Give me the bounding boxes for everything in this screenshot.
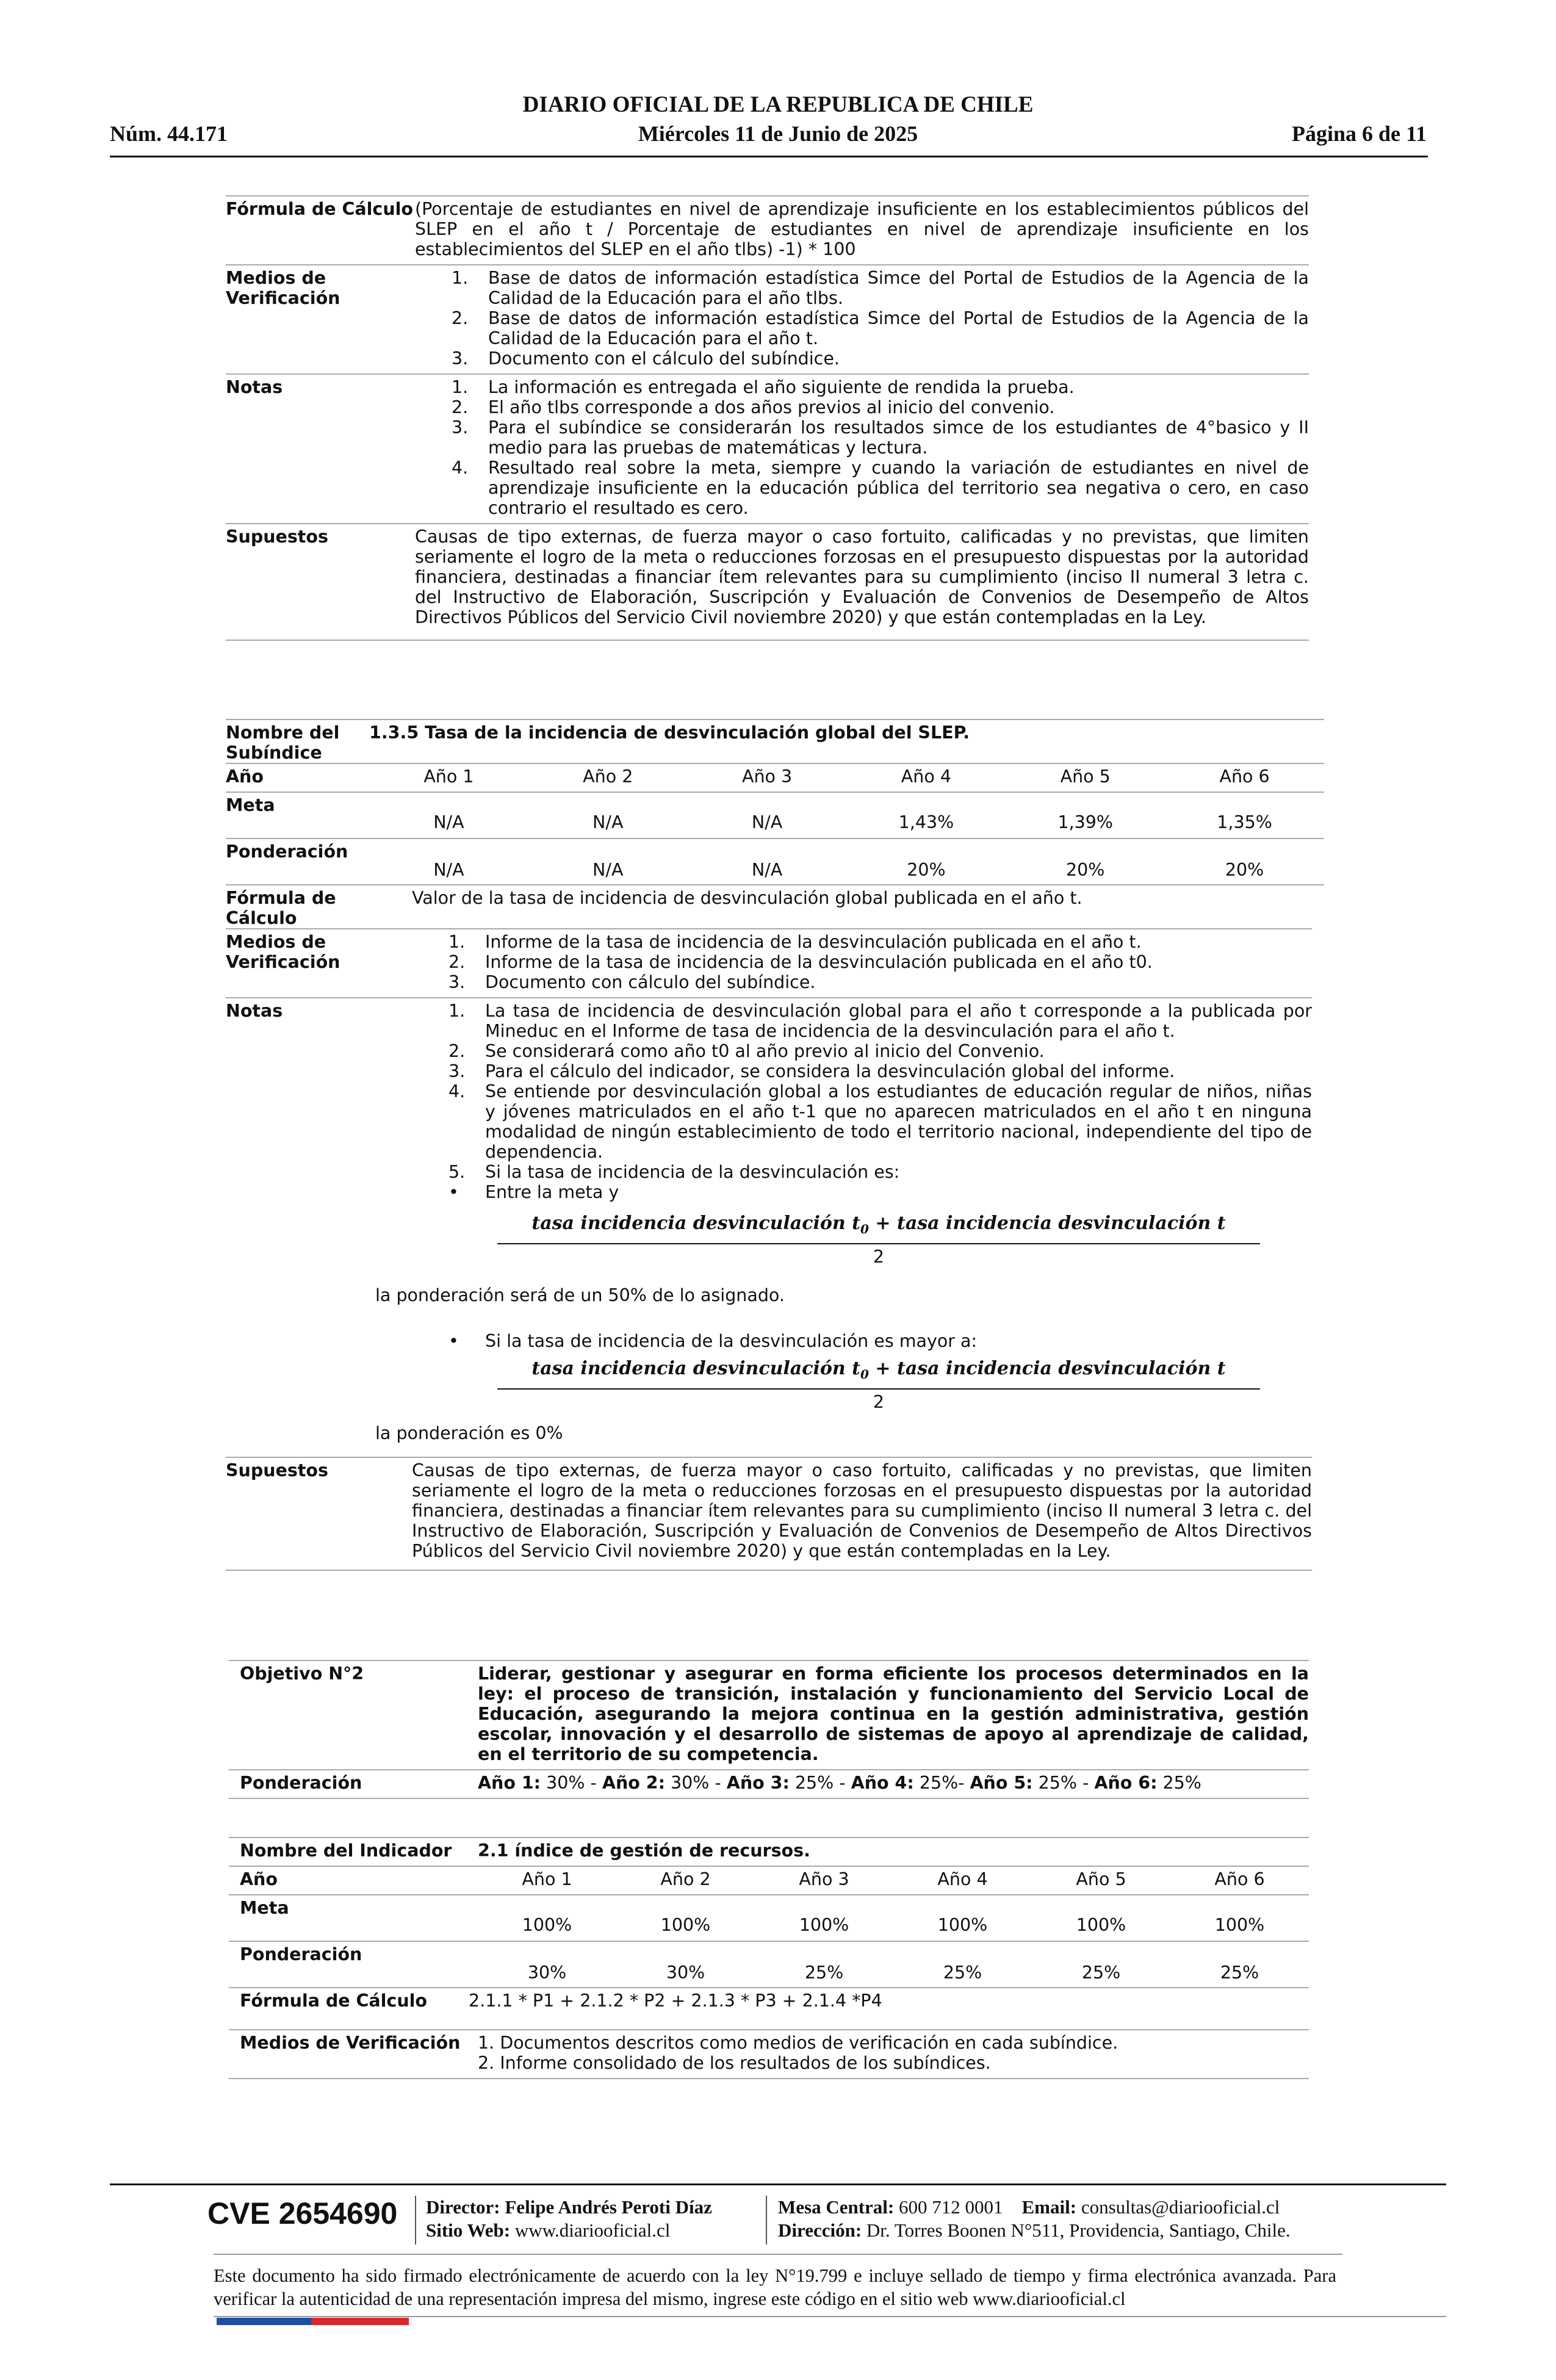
supuestos-value: Causas de tipo externas, de fuerza mayor o caso fortuito, calificadas y no previstas, que limiten seriamente el logro de la meta o reducciones forzosas en el presupuesto dispuestas por la autoridad financiera, destinadas a financiar ítem relevantes para su cumplimiento (inciso II numeral 3 letra c. del Instructivo de Elaboración, Suscripción y Evaluación de Convenios de Desempeño de Altos Directivos Públicos del Servicio Civil noviembre 2020) y que están contempladas en la Ley. bbox=[415, 527, 1309, 627]
meta-cell: 100% bbox=[1076, 1915, 1126, 1935]
meta-cell: 100% bbox=[799, 1915, 849, 1935]
ponderacion-row bbox=[229, 1770, 1309, 1799]
ponderacion-label: Ponderación bbox=[240, 1773, 362, 1793]
ponderacion-value: Año 1: 30% - Año 2: 30% - Año 3: 25% - Año 4: 25%- Año 5: 25% - Año 6: 25% bbox=[478, 1773, 1201, 1793]
meta-row bbox=[229, 1895, 1309, 1942]
issue-date: Miércoles 11 de Junio de 2025 bbox=[638, 121, 918, 146]
meta-cell: N/A bbox=[433, 812, 464, 832]
section2-table bbox=[226, 719, 1324, 1571]
list-item: 1. Informe de la tasa de incidencia de la desvinculación publicada en el año t. bbox=[448, 932, 1142, 952]
formula-fraction-1 bbox=[497, 1213, 1260, 1267]
formula-row bbox=[229, 1988, 1309, 2030]
bullet-item bbox=[412, 1331, 1312, 1351]
list-item: 5. Si la tasa de incidencia de la desvinculación es: bbox=[448, 1162, 900, 1182]
supuestos-row bbox=[226, 524, 1309, 641]
medios-list bbox=[412, 932, 1312, 992]
meta-cell: 1,43% bbox=[898, 812, 954, 832]
meta-cell: 100% bbox=[522, 1915, 572, 1935]
anio-row bbox=[226, 764, 1324, 793]
objetivo-row bbox=[229, 1660, 1309, 1770]
bullet-icon: • bbox=[448, 1182, 459, 1202]
meta-cell: 100% bbox=[1214, 1915, 1265, 1935]
pond-cell: N/A bbox=[593, 860, 624, 880]
formula-label: Fórmula de Cálculo bbox=[240, 1991, 427, 2011]
meta-cell: N/A bbox=[751, 812, 783, 832]
footer-divider-mid bbox=[214, 2254, 1342, 2255]
notas-label: Notas bbox=[226, 377, 283, 397]
supuestos-value: Causas de tipo externas, de fuerza mayor o caso fortuito, calificadas y no previstas, que limiten seriamente el logro de la meta o reducciones forzosas en el presupuesto dispuestas por la autoridad financiera, destinadas a financiar ítem relevantes para su cumplimiento (inciso II numeral 3 letra c. del Instructivo de Elaboración, Suscripción y Evaluación de Convenios de Desempeño de Altos Directivos Públicos del Servicio Civil noviembre 2020) y que están contempladas en la Ley. bbox=[412, 1460, 1312, 1561]
footer-director: Director: Felipe Andrés Peroti Díaz bbox=[426, 2196, 712, 2218]
supuestos-label: Supuestos bbox=[226, 1460, 328, 1480]
flag-stripe-red bbox=[311, 2318, 409, 2325]
notas-list bbox=[412, 1001, 1312, 1182]
year-cell: Año 1 bbox=[423, 766, 474, 787]
year-cell: Año 1 bbox=[522, 1869, 572, 1889]
list-item: 4. Se entiende por desvinculación global a los estudiantes de educación regular de niños, niñas y jóvenes matriculados en el año t-1 que no aparecen matriculados en el año t en ninguna modalidad de ningún establecimiento de todo el territorio nacional, independiente del tipo de dependencia. bbox=[448, 1081, 1312, 1162]
email-link[interactable]: consultas@diariooficial.cl bbox=[1081, 2196, 1280, 2218]
formula-row bbox=[226, 885, 1312, 929]
formula-value: (Porcentaje de estudiantes en nivel de aprendizaje insuficiente en los establecimientos públicos del SLEP en el año t / Porcentaje de estudiantes en nivel de aprendizaje insuficiente en los establecimientos del SLEP en el año tlbs) -1) * 100 bbox=[415, 199, 1309, 259]
ponderacion-label: Ponderación bbox=[240, 1944, 362, 1964]
medios-row bbox=[229, 2030, 1309, 2079]
meta-label: Meta bbox=[226, 795, 275, 815]
footer-contact-block bbox=[778, 2196, 1291, 2242]
pond-cell: 30% bbox=[666, 1963, 705, 1983]
list-item: 2. El año tlbs corresponde a dos años previos al inicio del convenio. bbox=[452, 397, 1055, 417]
notas-row bbox=[226, 375, 1309, 524]
fraction-bar bbox=[497, 1243, 1260, 1244]
meta-cell: 1,39% bbox=[1057, 812, 1113, 832]
year-cell: Año 6 bbox=[1214, 1869, 1265, 1889]
list-item: 1. Documentos descritos como medios de verificación en cada subíndice. bbox=[478, 2033, 1118, 2053]
meta-cell: N/A bbox=[593, 812, 624, 832]
supuestos-row bbox=[226, 1458, 1312, 1571]
list-item: 2. Base de datos de información estadística Simce del Portal de Estudios de la Agencia de la Calidad de la Educación para el año t. bbox=[452, 308, 1309, 348]
fraction-bar bbox=[497, 1388, 1260, 1390]
nombre-label: Nombre del Subíndice bbox=[226, 723, 340, 763]
formula-fraction-2 bbox=[497, 1358, 1260, 1412]
medios-list-container bbox=[412, 929, 1312, 997]
cve-code: CVE 2654690 bbox=[207, 2196, 398, 2230]
footer-separator bbox=[415, 2196, 416, 2245]
pond-cell: 25% bbox=[1081, 1963, 1121, 1983]
footer-divider bbox=[110, 2183, 1446, 2185]
footer-director-block bbox=[426, 2196, 712, 2242]
formula-label: Fórmula de Cálculo bbox=[226, 199, 413, 219]
ponderacion-row bbox=[226, 839, 1324, 885]
year-cell: Año 5 bbox=[1060, 766, 1111, 787]
website-link[interactable]: www.diariooficial.cl bbox=[514, 2220, 671, 2241]
objective-table bbox=[229, 1660, 1309, 1799]
pond-cell: 20% bbox=[907, 860, 946, 880]
objetivo-value: Liderar, gestionar y asegurar en forma eficiente los procesos determinados en la ley: el proceso de transición, instalación y funcionamiento del Servicio Local de Educación, asegurando la mejora continua en la gestión administrativa, gestión escolar, innovación y el desarrollo de sistemas de apoyo al aprendizaje de calidad, en el territorio de su competencia. bbox=[478, 1664, 1309, 1764]
pond-cell: 25% bbox=[1220, 1963, 1259, 1983]
list-item: 2. Informe de la tasa de incidencia de la desvinculación publicada en el año t0. bbox=[448, 952, 1153, 972]
medios-label: Medios de Verificación bbox=[240, 2033, 461, 2053]
nombre-row bbox=[229, 1837, 1309, 1867]
notas-row bbox=[226, 998, 1312, 1458]
year-cell: Año 4 bbox=[901, 766, 951, 787]
bullet-text: Si la tasa de incidencia de la desvinculación es mayor a: bbox=[485, 1331, 978, 1351]
ponderacion-values bbox=[369, 839, 1324, 884]
formula-numerator: tasa incidencia desvinculación $t_0$ + tasa incidencia desvinculación t bbox=[531, 1358, 1226, 1382]
formula-value: 2.1.1 * P1 + 2.1.2 * P2 + 2.1.3 * P3 + 2.1.4 *P4 bbox=[469, 1991, 882, 2011]
list-item: 1. La tasa de incidencia de desvinculación global para el año t corresponde a la publicada por Mineduc en el Informe de tasa de incidencia de la desvinculación para el año t. bbox=[448, 1001, 1312, 1041]
pond-cell: 20% bbox=[1066, 860, 1105, 880]
list-item: 3. Para el cálculo del indicador, se considera la desvinculación global del informe. bbox=[448, 1061, 1175, 1081]
medios-list-container bbox=[415, 265, 1309, 373]
newspaper-title: DIARIO OFICIAL DE LA REPUBLICA DE CHILE bbox=[522, 92, 1034, 117]
notas-list-container bbox=[415, 375, 1309, 523]
footer-legal-notice: Este documento ha sido firmado electrónicamente de acuerdo con la ley N°19.799 e incluye sellado de tiempo y firma electrónica avanzada. Para verificar la autenticidad de una representación impresa del mismo, ingrese este código en el sitio web www.diariooficial.cl bbox=[214, 2265, 1336, 2309]
objetivo-label: Objetivo N°2 bbox=[240, 1664, 364, 1684]
medios-row bbox=[226, 265, 1309, 375]
year-cell: Año 5 bbox=[1076, 1869, 1126, 1889]
page-number: Página 6 de 11 bbox=[1291, 121, 1427, 146]
year-cell: Año 4 bbox=[937, 1869, 988, 1889]
list-item: 2. Se considerará como año t0 al año previo al inicio del Convenio. bbox=[448, 1041, 1045, 1061]
footer-address: Dirección: Dr. Torres Boonen N°511, Providencia, Santiago, Chile. bbox=[778, 2220, 1291, 2241]
medios-row bbox=[226, 929, 1312, 998]
footer-divider-bottom bbox=[214, 2316, 1446, 2317]
meta-values bbox=[369, 793, 1324, 838]
list-item: 3. Para el subíndice se considerarán los resultados simce de los estudiantes de 4°basico y II medio para las pruebas de matemáticas y lectura. bbox=[452, 417, 1309, 458]
notas-container bbox=[375, 998, 1312, 1457]
years-header bbox=[369, 764, 1324, 792]
meta-cell: 100% bbox=[660, 1915, 711, 1935]
meta-cell: 100% bbox=[937, 1915, 988, 1935]
year-cell: Año 3 bbox=[741, 766, 793, 787]
nombre-row bbox=[226, 719, 1324, 764]
formula-value: Valor de la tasa de incidencia de desvinculación global publicada en el año t. bbox=[412, 888, 1082, 908]
medios-label: Medios de Verificación bbox=[226, 268, 340, 308]
meta-label: Meta bbox=[240, 1898, 289, 1918]
after-text-2: la ponderación es 0% bbox=[375, 1423, 563, 1443]
year-cell: Año 3 bbox=[799, 1869, 849, 1889]
footer-contact-line: Mesa Central: 600 712 0001 Email: consultas@diariooficial.cl bbox=[778, 2196, 1280, 2218]
year-cell: Año 2 bbox=[660, 1869, 711, 1889]
anio-row bbox=[229, 1867, 1309, 1895]
year-cell: Año 2 bbox=[583, 766, 633, 787]
medios-list bbox=[415, 268, 1309, 369]
meta-cell: 1,35% bbox=[1217, 812, 1272, 832]
nombre-label: Nombre del Indicador bbox=[240, 1841, 452, 1861]
formula-label: Fórmula de Cálculo bbox=[226, 888, 336, 928]
supuestos-label: Supuestos bbox=[226, 527, 328, 547]
ponderacion-row bbox=[229, 1942, 1309, 1988]
indicator-table bbox=[229, 1837, 1309, 2079]
bullet-icon: • bbox=[448, 1331, 459, 1351]
footer-website: Sitio Web: www.diariooficial.cl bbox=[426, 2220, 671, 2241]
list-item: 3. Documento con cálculo del subíndice. bbox=[448, 972, 816, 992]
pond-cell: 25% bbox=[943, 1963, 982, 1983]
bullet-text: Entre la meta y bbox=[485, 1182, 619, 1202]
header-divider bbox=[110, 156, 1428, 157]
ponderacion-values bbox=[478, 1942, 1309, 1987]
formula-numerator: tasa incidencia desvinculación $t_0$ + tasa incidencia desvinculación t bbox=[531, 1213, 1226, 1236]
medios-list bbox=[478, 2030, 1309, 2078]
formula-denominator: 2 bbox=[873, 1392, 885, 1412]
meta-row bbox=[226, 793, 1324, 839]
notas-label: Notas bbox=[226, 1001, 283, 1021]
year-cell: Año 6 bbox=[1219, 766, 1270, 787]
pond-cell: N/A bbox=[751, 860, 783, 880]
list-item: 4. Resultado real sobre la meta, siempre y cuando la variación de estudiantes en nivel de aprendizaje insuficiente en la educación pública del territorio sea negativa o cero, en caso contrario el resultado es cero. bbox=[452, 458, 1309, 518]
formula-denominator: 2 bbox=[873, 1247, 885, 1267]
list-item: 3. Documento con el cálculo del subíndice. bbox=[452, 348, 840, 369]
ponderacion-label: Ponderación bbox=[226, 842, 348, 862]
meta-values bbox=[478, 1895, 1309, 1941]
flag-stripe-blue bbox=[217, 2318, 311, 2325]
issue-number: Núm. 44.171 bbox=[110, 121, 228, 146]
notas-list bbox=[415, 377, 1309, 518]
formula-row bbox=[226, 195, 1309, 265]
section1-table bbox=[226, 195, 1309, 641]
list-item: 1. La información es entregada el año siguiente de rendida la prueba. bbox=[452, 377, 1075, 397]
nombre-value: 1.3.5 Tasa de la incidencia de desvinculación global del SLEP. bbox=[369, 723, 970, 743]
pond-cell: 25% bbox=[804, 1963, 844, 1983]
years-header bbox=[478, 1867, 1309, 1894]
list-item: 1. Base de datos de información estadística Simce del Portal de Estudios de la Agencia de la Calidad de la Educación para el año tlbs. bbox=[452, 268, 1309, 308]
medios-label: Medios de Verificación bbox=[226, 932, 340, 972]
bullet-item bbox=[412, 1182, 1312, 1202]
pond-cell: 30% bbox=[527, 1963, 567, 1983]
after-text-1: la ponderación será de un 50% de lo asignado. bbox=[375, 1285, 785, 1305]
pond-cell: N/A bbox=[433, 860, 464, 880]
anio-label: Año bbox=[240, 1869, 278, 1889]
pond-cell: 20% bbox=[1225, 860, 1264, 880]
nombre-value: 2.1 índice de gestión de recursos. bbox=[478, 1841, 810, 1861]
list-item: 2. Informe consolidado de los resultados de los subíndices. bbox=[478, 2053, 991, 2073]
footer-separator bbox=[766, 2196, 767, 2245]
anio-label: Año bbox=[226, 766, 264, 787]
